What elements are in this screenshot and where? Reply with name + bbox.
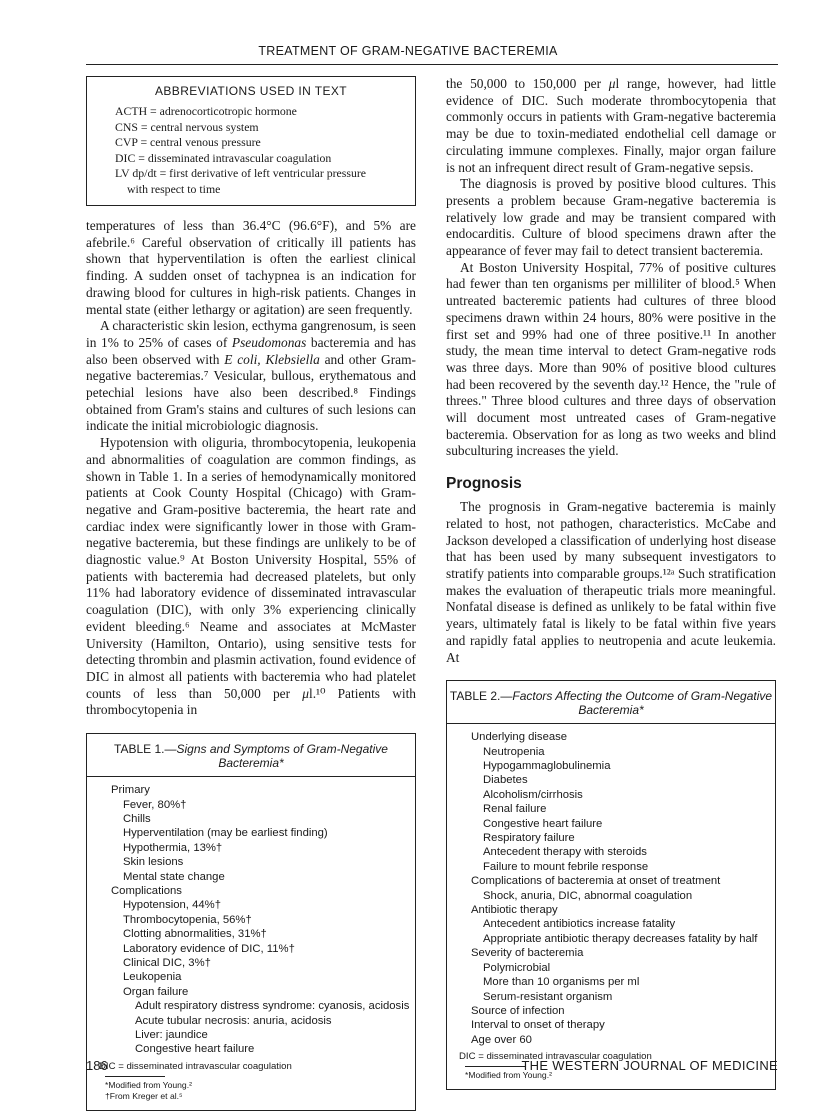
table-row: Congestive heart failure <box>135 1043 255 1056</box>
header-rule <box>86 64 778 65</box>
table-row: Serum-resistant organism <box>483 990 613 1003</box>
abbreviation-item: DIC = disseminated intravascular coagulation <box>115 150 332 165</box>
section-heading-prognosis: Prognosis <box>446 475 522 493</box>
table-row: More than 10 organisms per ml <box>483 976 640 989</box>
footnote-rule <box>465 1066 525 1067</box>
paragraph: At Boston University Hospital, 77% of positive cultures had fewer than ten organisms per milliliter of blood.⁵ When untreated bacteremic patients had cultures of three blood specimens drawn within 24 hours, 80% were positive in the first set and 99% had one of three positive.¹¹ In another study, the mean time interval to detect Gram-negative rods was three days. More than 90% of positive blood cultures had been recovered by the seventh day.¹² Hence, the "rule of threes." Three blood cultures and three days of observation will document most untreated cases of Gram-negative bacteremia. Observation for as long as two weeks and blind subculturing increases the yield. <box>446 259 776 459</box>
journal-name: THE WESTERN JOURNAL OF MEDICINE <box>521 1058 778 1073</box>
table-row: Liver: jaundice <box>135 1029 208 1041</box>
left-column <box>86 76 416 1111</box>
paragraph: Hypotension with oliguria, thrombocytopenia, leukopenia and abnormalities of coagulation are common findings, as shown in Table 1. In a series of hemodynamically monitored patients at Cook County Hospital (Chicago) with Gram-negative and Gram-positive bacteremia, the heart rate and cardiac index were significantly lower in those with Gram-negative bacteremia, but these findings are unlikely to be of diagnostic value.⁹ At Boston University Hospital, 55% of patients with bacteremia had decreased platelets, but only 11% had laboratory evidence of disseminated intravascular coagulation (DIC), with only 3% experiencing clinically evident bleeding.⁶ Neame and associates at McMaster University (Hamilton, Ontario), using sensitive tests for detecting thrombin and plasmin activation, found evidence of DIC in almost all patients with bacteremia who had platelet counts of less than 50,000 per μl.¹⁰ Patients with thrombocytopenia in <box>86 435 416 718</box>
table-row: Hyperventilation (may be earliest finding) <box>123 827 328 840</box>
table-row: Antecedent antibiotics increase fatality <box>483 918 676 931</box>
abbreviation-item: CVP = central venous pressure <box>115 135 261 149</box>
abbreviation-item-continued: with respect to time <box>127 181 221 196</box>
table-2-title: TABLE 2.—Factors Affecting the Outcome of Gram-Negative Bacteremia* <box>447 689 775 724</box>
table-row: Chills <box>123 812 151 825</box>
footnote-rule <box>105 1076 165 1077</box>
table-row: Alcoholism/cirrhosis <box>483 788 583 801</box>
table-row: Severity of bacteremia <box>471 947 584 960</box>
table-row: Interval to onset of therapy <box>471 1019 605 1032</box>
abbreviation-item: ACTH = adrenocorticotropic hormone <box>115 104 297 118</box>
table-1 <box>86 733 416 1111</box>
table-row: Thrombocytopenia, 56%† <box>123 913 252 926</box>
abbreviation-item: CNS = central nervous system <box>115 119 259 134</box>
table-row: Skin lesions <box>123 856 184 869</box>
table-row: Complications <box>111 884 182 897</box>
table-1-abbreviation: DIC = disseminated intravascular coagulation <box>99 1060 292 1072</box>
table-row: Source of infection <box>471 1004 565 1017</box>
right-column <box>446 76 776 1090</box>
table-row: Mental state change <box>123 870 225 883</box>
running-head: TREATMENT OF GRAM-NEGATIVE BACTEREMIA <box>258 44 558 58</box>
abbreviation-item: LV dp/dt = first derivative of left ventricular pressure <box>115 166 367 180</box>
table-row: Diabetes <box>483 774 528 787</box>
paragraph: The prognosis in Gram-negative bacteremia is mainly related to host, not pathogen, characteristics. McCabe and Jackson developed a classification of underlying host disease that has been used by many subsequent investigators to stratify patients into comparable groups.¹²ᵃ Such stratification makes the evaluation of therapeutic trials more meaningful. Nonfatal disease is defined as unlikely to be fatal within five years, ultimately fatal is likely to be fatal within five years and rapidly fatal applies to neutropenia and acute leukemia. At <box>446 499 776 665</box>
table-1-title: TABLE 1.—Signs and Symptoms of Gram-Negative Bacteremia* <box>87 742 415 777</box>
table-2 <box>446 680 776 1090</box>
table-row: Primary <box>111 784 150 797</box>
table-row: Laboratory evidence of DIC, 11%† <box>123 942 295 955</box>
table-1-footnote: *Modified from Young.² <box>105 1079 192 1090</box>
table-1-rows <box>97 783 410 1057</box>
paragraph: temperatures of less than 36.4°C (96.6°F), and 5% are afebrile.⁶ Careful observation of critically ill patients has shown that hyperventilation is often the earliest clinical finding. A sudden onset of tachypnea is an indication for drawing blood for cultures in high-risk patients. Changes in mental state (either lethargy or agitation) are seen frequently. <box>86 218 416 317</box>
table-row: Leukopenia <box>123 971 182 984</box>
table-row: Clinical DIC, 3%† <box>123 956 211 969</box>
page-number: 186 <box>86 1058 108 1073</box>
table-row: Hypogammaglobulinemia <box>483 760 611 773</box>
table-row: Shock, anuria, DIC, abnormal coagulation <box>483 889 693 902</box>
table-row: Fever, 80%† <box>123 798 187 811</box>
table-row: Hypothermia, 13%† <box>123 841 223 854</box>
table-row: Age over 60 <box>471 1033 532 1046</box>
table-row: Antecedent therapy with steroids <box>483 846 647 859</box>
paragraph: The diagnosis is proved by positive blood cultures. This presents a problem because Gram-negative bacteremia is relatively low grade and may be transient compared with endocarditis. Culture of blood specimens drawn after the appearance of fever may fail to detect transient bacteremia. <box>446 176 776 259</box>
table-row: Clotting abnormalities, 31%† <box>123 928 267 941</box>
table-row: Appropriate antibiotic therapy decreases fatality by half <box>483 932 758 945</box>
table-row: Polymicrobial <box>483 961 551 974</box>
table-row: Congestive heart failure <box>483 817 603 830</box>
table-2-footnote: *Modified from Young.² <box>465 1070 552 1081</box>
table-row: Antibiotic therapy <box>471 904 558 917</box>
table-row: Adult respiratory distress syndrome: cyanosis, acidosis <box>135 1000 410 1013</box>
table-row: Acute tubular necrosis: anuria, acidosis <box>135 1014 332 1027</box>
table-row: Hypotension, 44%† <box>123 899 221 912</box>
paragraph: the 50,000 to 150,000 per μl range, however, had little evidence of DIC. Such moderate thrombocytopenia that commonly occurs in patients with Gram-negative bacteremia may be due to toxin-mediated endothelial cell damage or circulating immune complexes. Finally, major organ failure is not an infrequent direct result of Gram-negative sepsis. <box>446 76 776 175</box>
table-row: Respiratory failure <box>483 832 575 845</box>
table-row: Failure to mount febrile response <box>483 860 649 873</box>
table-row: Underlying disease <box>471 731 568 744</box>
table-2-rows <box>457 730 765 1047</box>
table-2-abbreviation: DIC = disseminated intravascular coagulation <box>459 1051 652 1063</box>
table-row: Organ failure <box>123 985 189 998</box>
table-row: Neutropenia <box>483 745 545 758</box>
abbreviations-box <box>86 76 416 206</box>
abbreviations-title: ABBREVIATIONS USED IN TEXT <box>155 84 347 98</box>
table-1-footnote: †From Kreger et al.⁵ <box>105 1090 183 1101</box>
table-row: Renal failure <box>483 803 547 816</box>
paragraph: A characteristic skin lesion, ecthyma gangrenosum, is seen in 1% to 25% of cases of Pseudomonas bacteremia and has also been observed with E coli, Klebsiella and other Gram-negative bacteremias.⁷ Vesicular, bullous, erythematous and petechial lesions have also been described.⁸ Findings obtained from Gram's stains and cultures of such lesions can indicate the initial microbiologic diagnosis. <box>86 318 416 434</box>
table-row: Complications of bacteremia at onset of treatment <box>471 875 721 888</box>
